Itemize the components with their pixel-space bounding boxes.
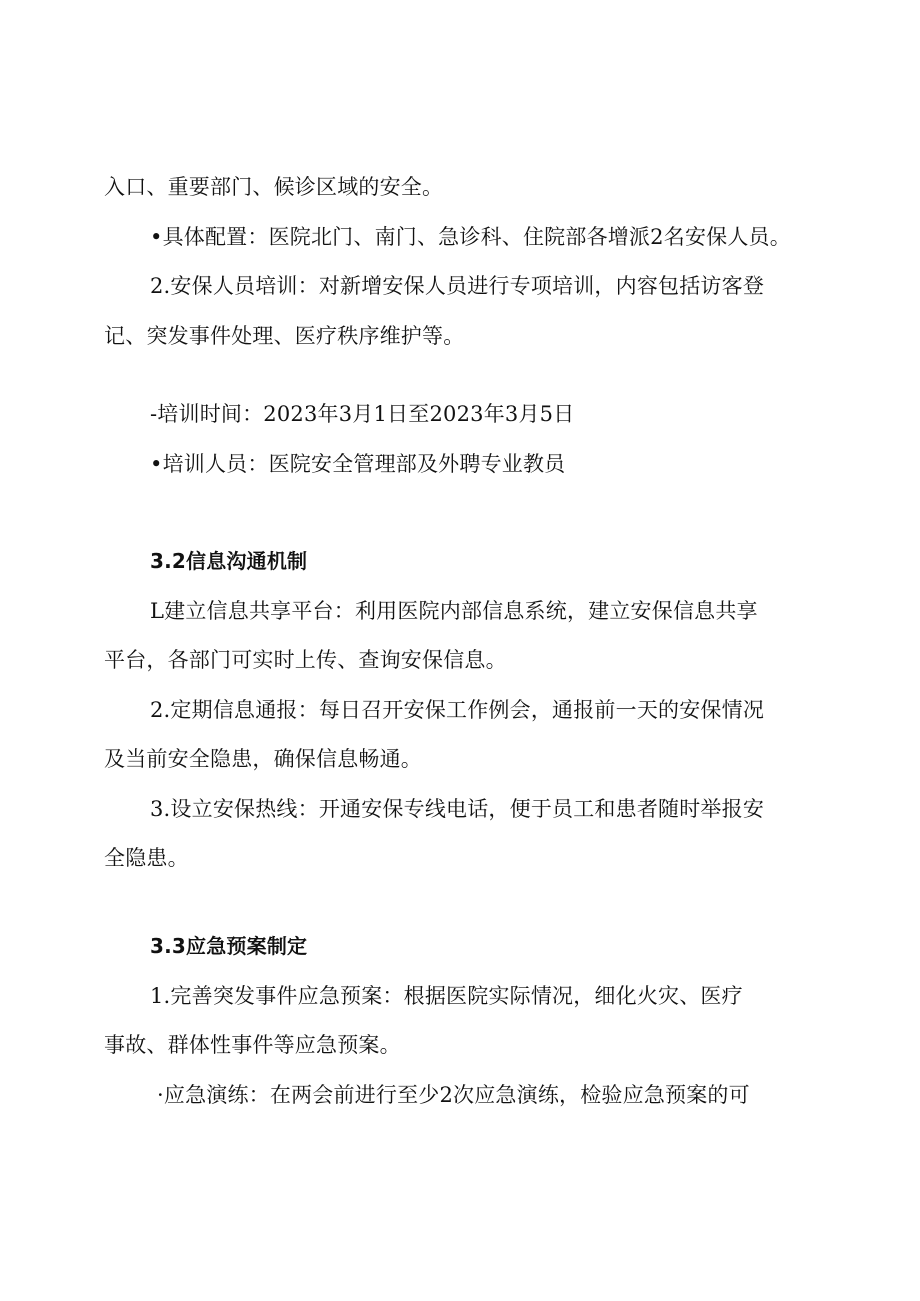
list-item-report: 2.定期信息通报：每日召开安保工作例会，通报前一天的安保情况 bbox=[150, 698, 765, 722]
text-line: 事故、群体性事件等应急预案。 bbox=[104, 1033, 401, 1057]
training-time: -培训时间：2023年3月1日至2023年3月5日 bbox=[150, 402, 575, 426]
list-item-training: 2.安保人员培训：对新增安保人员进行专项培训，内容包括访客登 bbox=[150, 274, 765, 298]
list-item-platform: L建立信息共享平台：利用医院内部信息系统，建立安保信息共享 bbox=[150, 599, 758, 623]
text-line: 入口、重要部门、候诊区域的安全。 bbox=[104, 175, 444, 199]
bullet-drill: ·应急演练：在两会前进行至少2次应急演练，检验应急预案的可 bbox=[157, 1083, 750, 1107]
bullet-config: •具体配置：医院北门、南门、急诊科、住院部各增派2名安保人员。 bbox=[150, 225, 791, 249]
text-line: 全隐患。 bbox=[104, 846, 189, 870]
section-heading-3-3: 3.3应急预案制定 bbox=[150, 934, 308, 958]
text-line: 平台，各部门可实时上传、查询安保信息。 bbox=[104, 648, 507, 672]
training-staff: •培训人员：医院安全管理部及外聘专业教员 bbox=[150, 452, 566, 476]
list-item-emergency-plan: 1.完善突发事件应急预案：根据医院实际情况，细化火灾、医疗 bbox=[150, 984, 743, 1008]
text-line: 记、突发事件处理、医疗秩序维护等。 bbox=[104, 324, 465, 348]
text-line: 及当前安全隐患，确保信息畅通。 bbox=[104, 747, 422, 771]
list-item-hotline: 3.设立安保热线：开通安保专线电话，便于员工和患者随时举报安 bbox=[150, 797, 765, 821]
section-heading-3-2: 3.2信息沟通机制 bbox=[150, 549, 308, 573]
